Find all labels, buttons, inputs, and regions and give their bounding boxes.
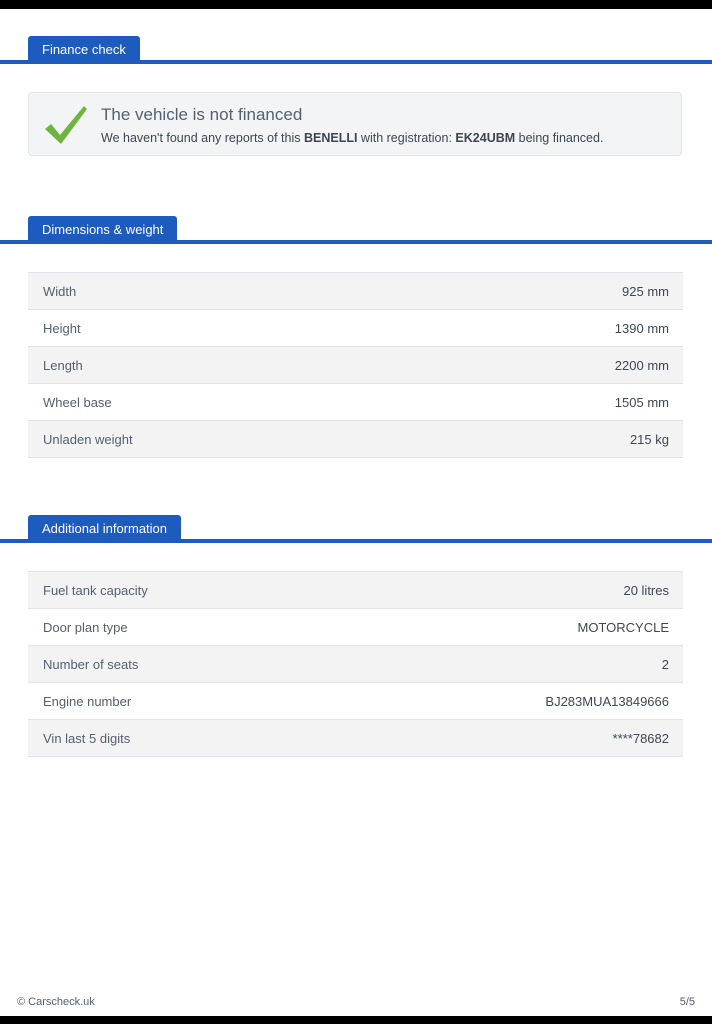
table-row <box>28 609 683 646</box>
row-label: Fuel tank capacity <box>43 583 148 598</box>
row-value: 2200 mm <box>614 358 669 373</box>
row-value: 1505 mm <box>614 395 669 410</box>
additional-info-table <box>28 571 683 757</box>
row-label: Number of seats <box>43 657 139 672</box>
table-row <box>28 347 683 384</box>
finance-status-description: We haven't found any reports of this BENELLI with registration: EK24UBM being financed. <box>101 131 604 145</box>
row-label: Engine number <box>43 694 132 709</box>
additional-information-tab: Additional information <box>28 515 181 541</box>
table-row <box>28 683 683 720</box>
page-number: 5/5 <box>679 996 695 1008</box>
row-value: 215 kg <box>629 432 669 447</box>
bottom-border <box>0 1016 712 1024</box>
section-divider <box>0 240 712 244</box>
top-border <box>0 0 712 9</box>
row-label: Unladen weight <box>43 432 133 447</box>
row-label: Wheel base <box>43 395 112 410</box>
row-value: 925 mm <box>622 284 669 299</box>
row-value: ****78682 <box>612 731 669 746</box>
table-row <box>28 421 683 458</box>
table-row <box>28 646 683 683</box>
row-label: Vin last 5 digits <box>43 731 131 746</box>
finance-status-box <box>28 92 682 156</box>
section-divider <box>0 539 712 543</box>
row-label: Door plan type <box>43 620 128 635</box>
dimensions-weight-tab: Dimensions & weight <box>28 216 177 242</box>
section-divider <box>0 60 712 64</box>
row-value: 20 litres <box>623 583 669 598</box>
finance-status-title: The vehicle is not financed <box>101 105 303 124</box>
vehicle-make: BENELLI <box>303 131 358 145</box>
row-value: MOTORCYCLE <box>577 620 669 635</box>
dimensions-table <box>28 272 683 458</box>
additional-section-header <box>0 515 712 545</box>
row-value: 2 <box>661 657 669 672</box>
row-label: Width <box>43 284 77 299</box>
green-checkmark-icon <box>43 103 89 147</box>
row-label: Length <box>43 358 83 373</box>
row-label: Height <box>43 321 81 336</box>
row-value: BJ283MUA13849666 <box>545 694 669 709</box>
table-row <box>28 384 683 421</box>
table-row <box>28 720 683 757</box>
vehicle-registration: EK24UBM <box>455 131 516 145</box>
table-row <box>28 310 683 347</box>
finance-check-tab: Finance check <box>28 36 140 62</box>
row-value: 1390 mm <box>614 321 669 336</box>
table-row <box>28 572 683 609</box>
finance-section-header <box>0 36 712 66</box>
footer-copyright: © Carscheck.uk <box>17 996 95 1008</box>
dimensions-section-header <box>0 216 712 246</box>
table-row <box>28 273 683 310</box>
